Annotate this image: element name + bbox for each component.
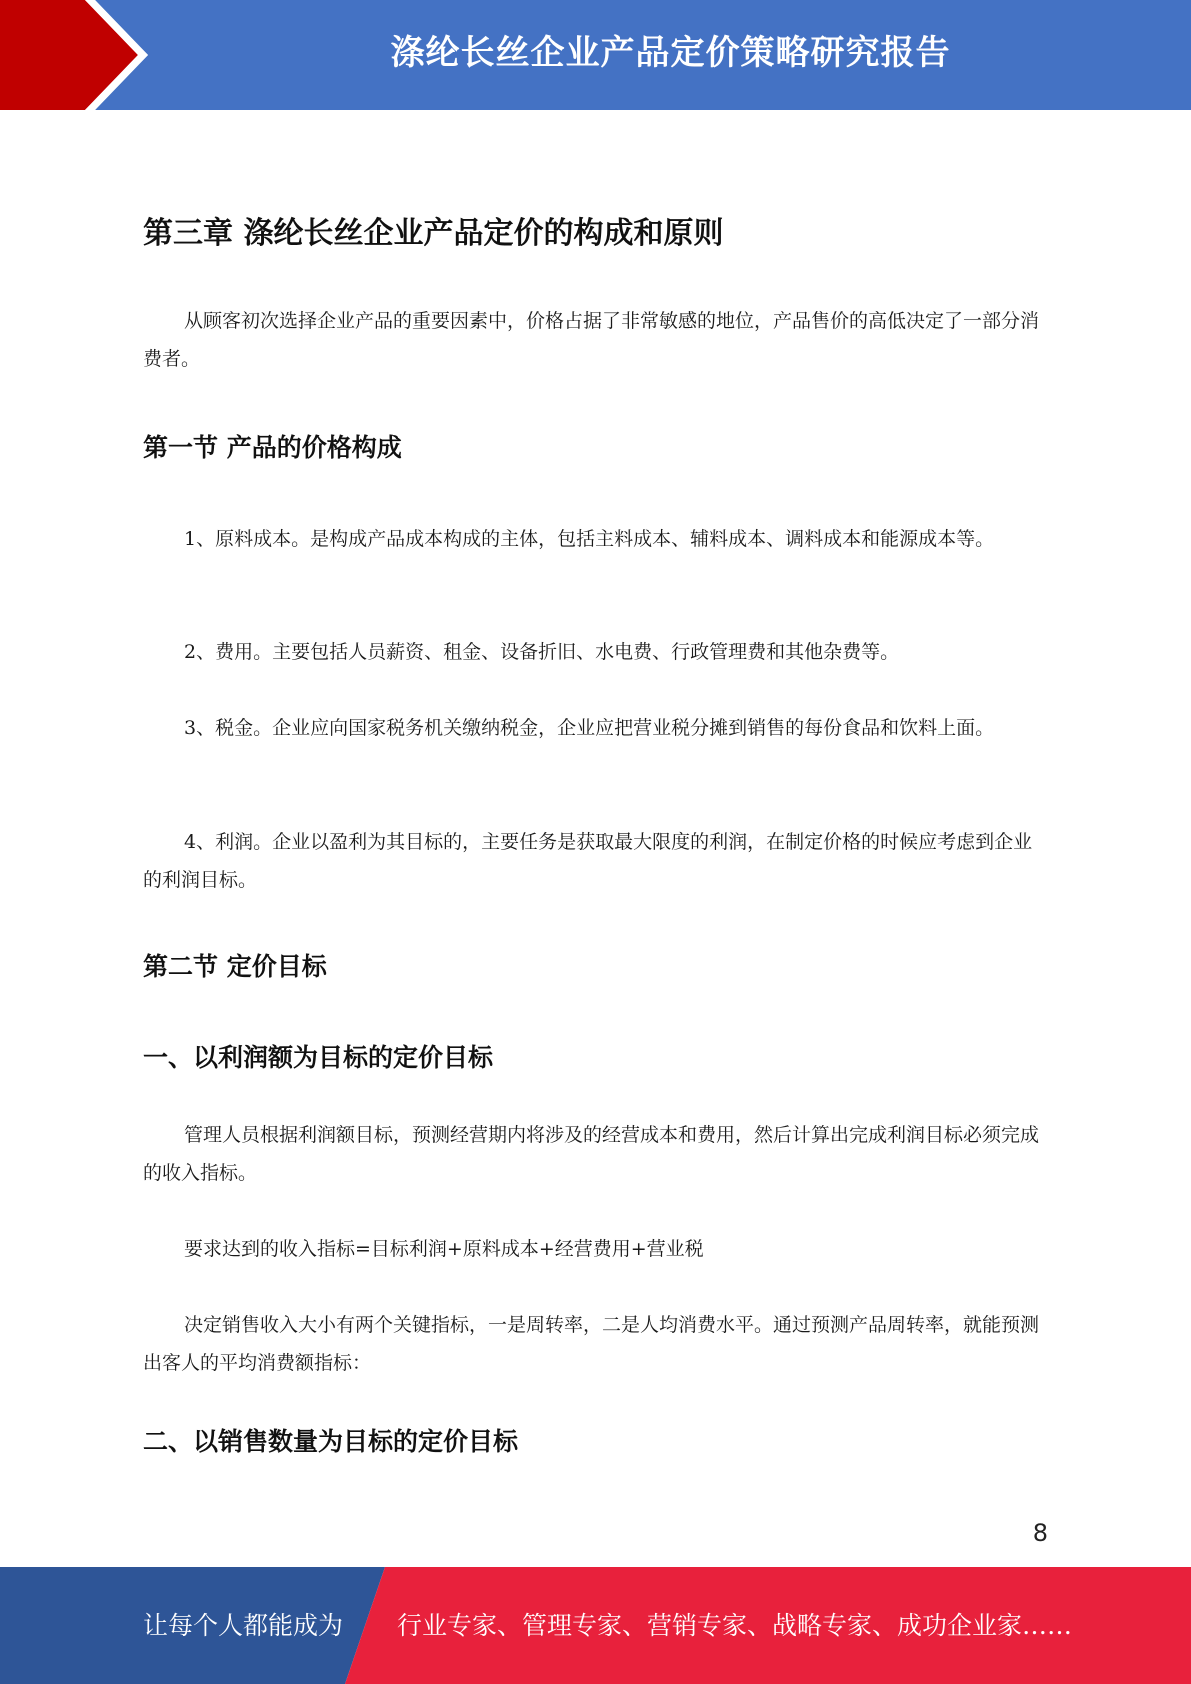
chapter-title: 第三章 涤纶长丝企业产品定价的构成和原则 (143, 216, 724, 251)
subsection-profit-formula: 要求达到的收入指标=目标利润+原料成本+经营费用+营业税 (184, 1238, 704, 1260)
footer-slogan-left: 让每个人都能成为 (143, 1611, 344, 1640)
report-title: 涤纶长丝企业产品定价策略研究报告 (390, 33, 951, 73)
page-footer (0, 1567, 1191, 1684)
section-1-item-4: 4、利润。企业以盈利为其目标的，主要任务是获取最大限度的利润，在制定价格的时候应考虑到企业的利润目标。 (143, 831, 1033, 891)
section-1-item-3: 3、税金。企业应向国家税务机关缴纳税金，企业应把营业税分摊到销售的每份食品和饮料上面。 (184, 717, 995, 739)
chapter-intro-paragraph: 从顾客初次选择企业产品的重要因素中，价格占据了非常敏感的地位，产品售价的高低决定了一部分消费者。 (143, 310, 1040, 370)
section-1-item-1: 1、原料成本。是构成产品成本构成的主体，包括主料成本、辅料成本、调料成本和能源成本等。 (184, 528, 995, 550)
header-arrow-decoration (0, 0, 160, 110)
footer-slogan-right: 行业专家、管理专家、营销专家、战略专家、成功企业家…… (397, 1611, 1073, 1640)
section-1-title: 第一节 产品的价格构成 (143, 433, 402, 462)
page-header (0, 0, 1191, 110)
subsection-profit-target-title: 一、以利润额为目标的定价目标 (143, 1043, 494, 1072)
subsection-profit-paragraph-1: 管理人员根据利润额目标，预测经营期内将涉及的经营成本和费用，然后计算出完成利润目标必须完成的收入指标。 (143, 1124, 1040, 1184)
page-number: 8 (1032, 1519, 1048, 1547)
section-2-title: 第二节 定价目标 (143, 952, 327, 981)
section-1-item-2: 2、费用。主要包括人员薪资、租金、设备折旧、水电费、行政管理费和其他杂费等。 (184, 641, 900, 663)
subsection-profit-paragraph-2: 决定销售收入大小有两个关键指标，一是周转率，二是人均消费水平。通过预测产品周转率，就能预测出客人的平均消费额指标： (143, 1314, 1040, 1374)
subsection-sales-volume-title: 二、以销售数量为目标的定价目标 (143, 1427, 519, 1456)
